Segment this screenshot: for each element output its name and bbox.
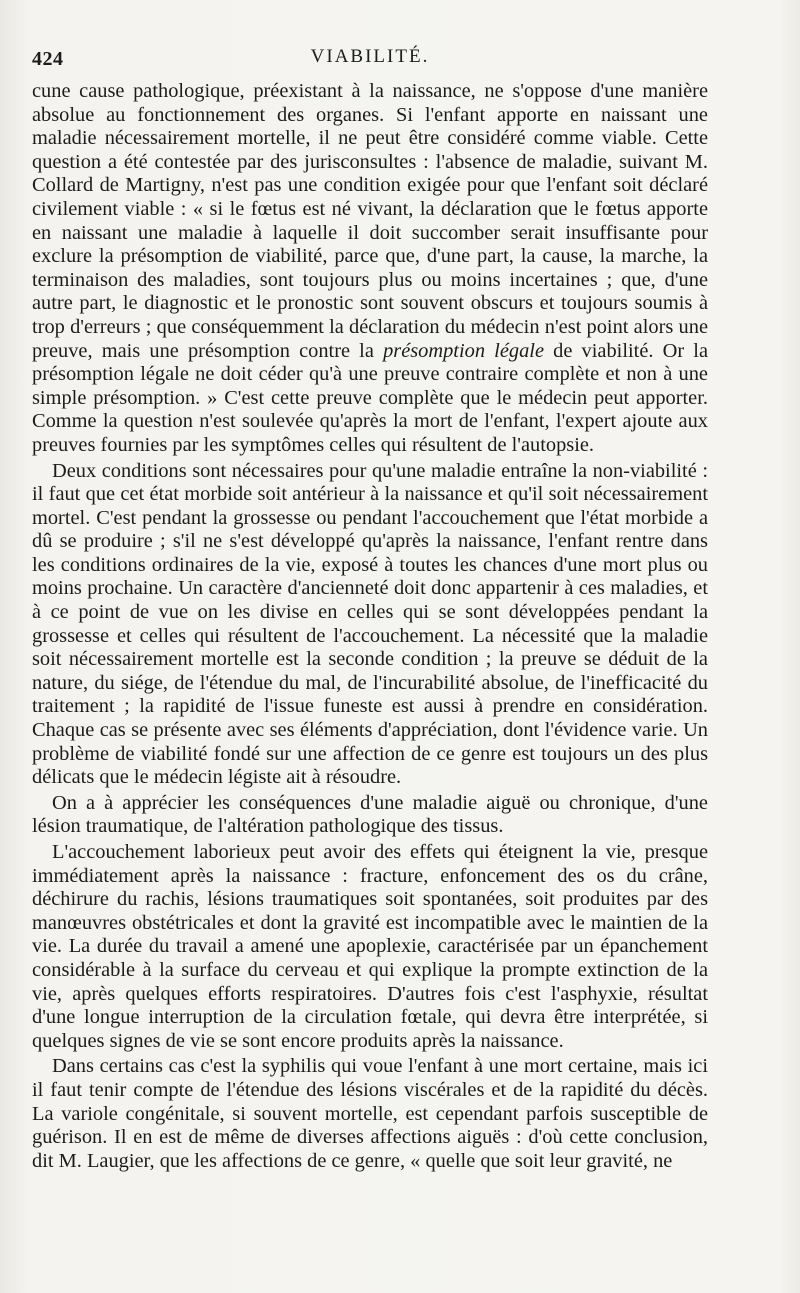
paragraph-3: On a à apprécier les conséquences d'une maladie aiguë ou chronique, d'une lésion traumatique, de l'altération pathologique des tissus. [32, 791, 708, 838]
paragraph-4: L'accouchement laborieux peut avoir des effets qui éteignent la vie, presque immédiatement après la naissance : fracture, enfoncement des os du crâne, déchirure du rachis, lésions traumatiques soit spontanées, soit produites par des manœuvres obstétricales et dont la gravité est incompatible avec le maintien de la vie. La durée du travail a amené une apoplexie, caractérisée par un épanchement considérable à la surface du cerveau et qui explique la prompte extinction de la vie, après quelques efforts respiratoires. D'autres fois c'est l'asphyxie, résultat d'une longue interruption de la circulation fœtale, qui devra être interprétée, si quelques signes de vie se sont encore produits après la naissance. [32, 841, 708, 1052]
paragraph-1 [32, 80, 708, 458]
page-header [32, 44, 708, 80]
running-head: VIABILITÉ. [310, 46, 430, 67]
paragraph-1-text-continued: de viabilité. Or la présomption légale ne doit céder qu'à une preuve contraire complète et non à une simple présomption. » C'est cette preuve complète que le médecin peut apporter. Comme la question n'est soulevée qu'après la mort de l'enfant, l'expert ajoute aux preuves fournies par les symptômes celles qui résultent de l'autopsie. [32, 339, 709, 456]
paragraph-2: Deux conditions sont nécessaires pour qu'une maladie entraîne la non-viabilité : il faut que cet état morbide soit antérieur à la naissance et qu'il soit nécessairement mortel. C'est pendant la grossesse ou pendant l'accouchement que l'état morbide a dû se produire ; s'il ne s'est développé qu'après la naissance, l'enfant rentre dans les conditions ordinaires de la vie, exposé à toutes les chances d'une mort plus ou moins prochaine. Un caractère d'ancienneté doit donc appartenir à ces maladies, et à ce point de vue on les divise en celles qui se sont développées pendant la grossesse et celles qui résultent de l'accouchement. La nécessité que la maladie soit nécessairement mortelle est la seconde condition ; la preuve se déduit de la nature, du siége, de l'étendue du mal, de l'incurabilité absolue, de l'inefficacité du traitement ; la rapidité de l'issue funeste est aussi à prendre en considération. Chaque cas se présente avec ses éléments d'appréciation, dont l'évidence varie. Un problème de viabilité fondé sur une affection de ce genre est toujours un des plus délicats que le médecin légiste ait à résoudre. [32, 459, 708, 789]
paragraph-1-text: cune cause pathologique, préexistant à la naissance, ne s'oppose d'une manière absolue au fonctionnement des organes. Si l'enfant apporte en naissant une maladie nécessairement mortelle, il ne peut être considéré comme viable. Cette question a été contestée par des jurisconsultes : l'absence de maladie, suivant M. Collard de Martigny, n'est pas une condition exigée pour que l'enfant soit déclaré civilement viable : « si le fœtus est né vivant, la déclaration que le fœtus apporte en naissant une maladie à laquelle il doit succomber serait insuffisante pour exclure la présomption de viabilité, parce que, d'une part, la cause, la marche, la terminaison des maladies, sont toujours plus ou moins incertaines ; que, d'une autre part, le diagnostic et le pronostic sont souvent obscurs et toujours soumis à trop d'erreurs ; que conséquemment la déclaration du médecin n'est point alors une preuve, mais une présomption contre la [32, 80, 708, 362]
paragraph-5: Dans certains cas c'est la syphilis qui voue l'enfant à une mort certaine, mais ici il faut tenir compte de l'étendue des lésions viscérales et de la rapidité du décès. La variole congénitale, si souvent mortelle, est cependant parfois susceptible de guérison. Il en est de même de diverses affections aiguës : d'où cette conclusion, dit M. Laugier, que les affections de ce genre, « quelle que soit leur gravité, ne [32, 1055, 708, 1172]
paragraph-1-italic-term: présomption légale [383, 339, 544, 362]
page-number: 424 [32, 48, 64, 70]
body-text [32, 80, 708, 1173]
